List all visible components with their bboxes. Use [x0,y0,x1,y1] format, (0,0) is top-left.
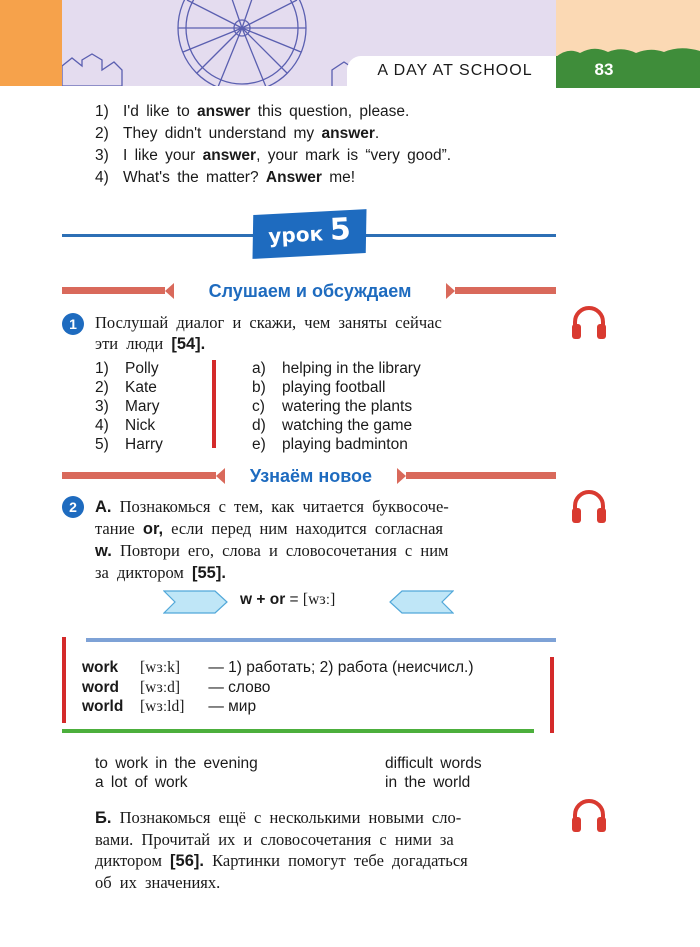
list-item: 1) Polly [95,360,159,377]
phrase: in the world [385,774,471,791]
list-item: c) watering the plants [252,398,413,415]
phrase: to work in the evening [95,755,258,772]
section-title-bg [216,465,406,487]
headphones-icon[interactable] [570,489,608,525]
vocab-right-bar [550,657,554,733]
chevron-right-icon [397,468,406,484]
header-orange-strip [0,0,62,86]
vocabulary-list [82,658,474,717]
task-2a-instructions: А. Познакомься с тем, как читается буквосоче- тание or, если перед ним находится согласная w. Повтори его, слова и словосочетания с ним за диктором [55]. [95,497,449,582]
headphones-icon[interactable] [570,305,608,341]
vocab-bottom-rule [62,729,534,733]
formula: w + or = [wɜː] [240,591,336,608]
task-1-instructions: Послушай диалог и скажи, чем заняты сейчас эти люди [54]. [95,313,442,353]
task-number: 1 [62,313,84,335]
task-2b-instructions: Б. Познакомься ещё с несколькими новыми сло- вами. Прочитай их и словосочетания с ними за диктором [56]. Картинки помогут тебе догадаться об их значениях. [95,808,468,892]
names-list [95,359,163,454]
list-item: 4) Nick [95,417,156,434]
list-item: d) watching the game [252,417,413,434]
sentence-1: 1) I'd like to answer this question, please. [95,103,410,120]
vocab-entry: work [wɜːk] — 1) работать; 2) работа (неисчисл.) [82,659,474,676]
phrases-left [95,754,258,792]
green-hills-decoration [556,47,700,57]
chevron-right-icon [446,283,455,299]
list-item: e) playing badminton [252,436,408,453]
section-title: Слушаем и обсуждаем [177,280,443,302]
sentence-4: 4) What's the matter? Answer me! [95,169,356,186]
running-title: A DAY AT SCHOOL [377,62,533,79]
section-title-bg [165,280,455,302]
phrase: difficult words [385,755,482,772]
task-number: 2 [62,496,84,518]
page-number: 83 [594,60,614,79]
sentence-2: 2) They didn't understand my answer. [95,125,380,142]
list-item: b) playing football [252,379,386,396]
phrase: a lot of work [95,774,188,791]
vocab-entry: world [wɜːld] — мир [82,698,257,715]
list-item: a) helping in the library [252,360,421,377]
vocab-entry: word [wɜːd] — слово [82,678,271,696]
chevron-left-icon [165,283,174,299]
lesson-title: урок 5 [267,211,352,249]
divider-bar [212,360,216,448]
list-item: 3) Mary [95,398,160,415]
section-title: Узнаём новое [228,465,394,487]
sentence-3: 3) I like your answer, your mark is “very good”. [95,147,452,164]
vocab-left-bar [62,637,66,723]
phrases-right [385,754,482,792]
list-item: 5) Harry [95,436,163,453]
activities-list [252,359,421,454]
list-item: 2) Kate [95,379,157,396]
vocab-top-rule [86,638,556,642]
arrow-left-icon [388,590,454,614]
headphones-icon[interactable] [570,798,608,834]
chevron-left-icon [216,468,225,484]
arrow-right-icon [163,590,229,614]
